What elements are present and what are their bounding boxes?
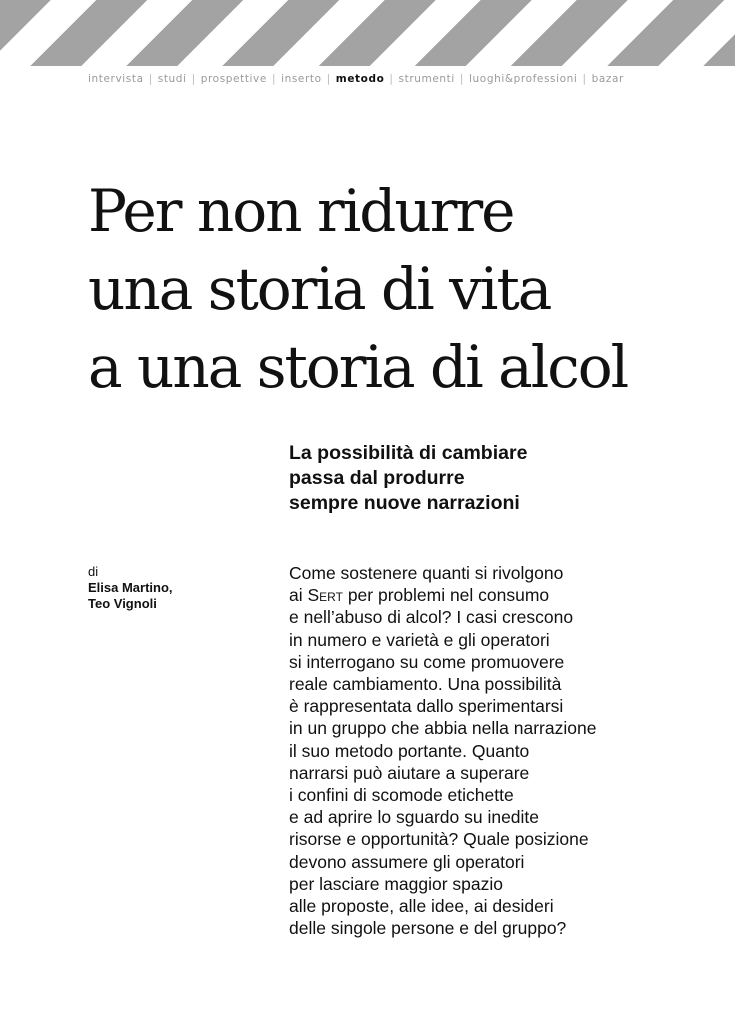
nav-separator: |: [582, 73, 587, 85]
abstract-text: per problemi nel consumo: [342, 585, 550, 606]
nav-separator: |: [148, 73, 153, 85]
subtitle-line: La possibilità di cambiare: [289, 442, 528, 464]
abstract-text: ai: [289, 585, 308, 606]
subtitle-line: sempre nuove narrazioni: [289, 492, 520, 514]
abstract-line: per lasciare maggior spazio: [289, 873, 503, 894]
nav-separator: |: [191, 73, 196, 85]
byline-prefix: di: [88, 564, 99, 579]
abstract-line: il suo metodo portante. Quanto: [289, 740, 530, 761]
abstract-line: e ad aprire lo sguardo su inedite: [289, 807, 540, 828]
nav-item-intervista[interactable]: intervista: [88, 73, 144, 85]
nav-item-inserto[interactable]: inserto: [281, 73, 322, 85]
abstract-line: e nell’abuso di alcol? I casi crescono: [289, 607, 574, 628]
abstract-line: devono assumere gli operatori: [289, 851, 525, 872]
abstract-line: Come sostenere quanti si rivolgono: [289, 563, 564, 583]
abstract-line: i confini di scomode etichette: [289, 785, 514, 806]
article-title: [88, 172, 718, 406]
nav-item-studi[interactable]: studi: [157, 73, 187, 85]
abstract-line: [289, 584, 709, 606]
section-nav: [88, 73, 708, 85]
abstract-line: alle proposte, alle idee, ai desideri: [289, 896, 554, 917]
nav-item-metodo[interactable]: metodo: [335, 73, 385, 85]
article-subtitle: [289, 441, 709, 516]
abstract-line: è rappresentata dallo sperimentarsi: [289, 696, 564, 717]
title-line: una storia di vita: [88, 255, 551, 323]
abstract-line: si interrogano su come promuovere: [289, 651, 565, 672]
byline: [88, 564, 258, 612]
nav-item-prospettive[interactable]: prospettive: [200, 73, 267, 85]
title-line: Per non ridurre: [88, 177, 514, 245]
author-name: Elisa Martino,: [88, 580, 173, 595]
sert-acronym: Sert: [307, 585, 343, 606]
abstract-line: narrarsi può aiutare a superare: [289, 762, 530, 783]
header-stripe-band: [0, 0, 735, 66]
author-name: Teo Vignoli: [88, 596, 157, 611]
abstract-line: reale cambiamento. Una possibilità: [289, 674, 562, 695]
nav-item-luoghi-professioni[interactable]: luoghi&professioni: [469, 73, 578, 85]
nav-separator: |: [326, 73, 331, 85]
nav-separator: |: [459, 73, 465, 85]
article-abstract: [289, 562, 709, 939]
abstract-line: risorse e opportunità? Quale posizione: [289, 829, 589, 850]
nav-separator: |: [389, 73, 394, 85]
nav-item-bazar[interactable]: bazar: [591, 73, 624, 85]
abstract-line: in un gruppo che abbia nella narrazione: [289, 718, 597, 739]
nav-separator: |: [271, 73, 277, 85]
nav-item-strumenti[interactable]: strumenti: [398, 73, 455, 85]
title-line: a una storia di alcol: [88, 333, 628, 401]
subtitle-line: passa dal produrre: [289, 467, 465, 489]
abstract-line: delle singole persone e del gruppo?: [289, 918, 567, 939]
abstract-line: in numero e varietà e gli operatori: [289, 629, 550, 650]
